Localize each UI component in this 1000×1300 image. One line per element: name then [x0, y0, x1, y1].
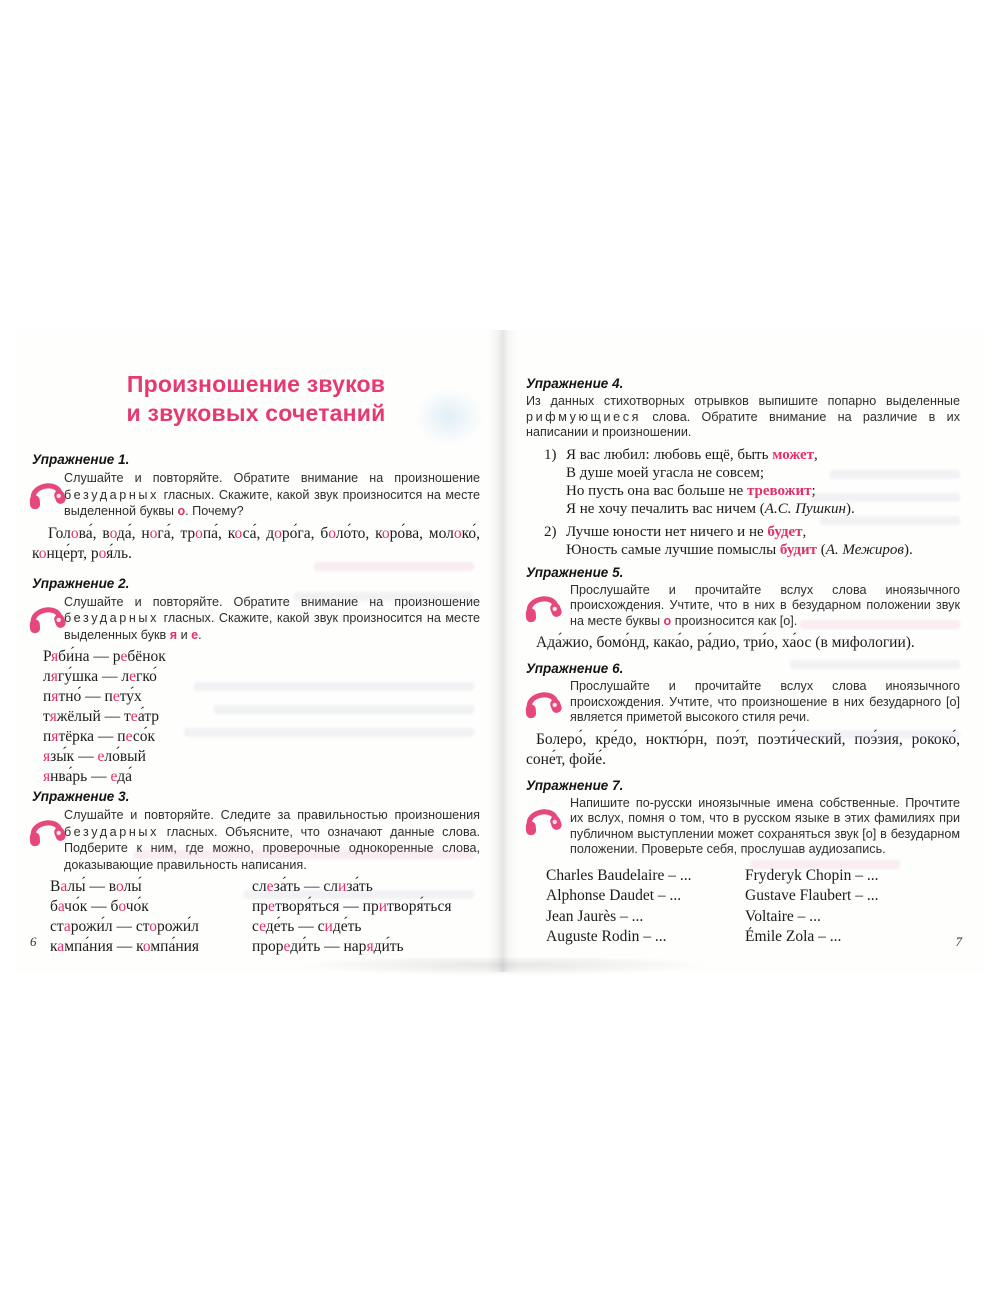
highlighted-letter: я — [51, 648, 59, 665]
author-attribution: А.С. Пушкин — [764, 500, 846, 517]
poem-line: Но пусть она вас больше не тревожит; — [566, 482, 816, 499]
poem-line: Я не хочу печалить вас ничем (А.С. Пушкин). — [566, 500, 855, 517]
highlighted-letter: я — [49, 708, 57, 725]
poem-number: 1) — [544, 446, 557, 463]
letterspaced-word: безударных — [64, 487, 159, 502]
highlighted-letter: е — [125, 728, 133, 745]
exercise-2-pairs — [43, 647, 480, 787]
highlighted-letter: может — [772, 446, 815, 463]
book-spread — [14, 330, 986, 972]
exercise-5 — [526, 565, 960, 654]
exercise-1-word-list: Голова́, вода́, нога́, тропа́, коса́, доро́га, боло́то, коро́ва, молоко́, конце́рт, роя́ль. — [32, 524, 481, 562]
name-item: Charles Baudelaire – ... — [546, 866, 692, 884]
highlighted-letter: е — [130, 708, 138, 725]
word-pair: старожи́л — сторожи́л — [50, 918, 199, 935]
word-pair: лягу́шка — легко́ — [43, 668, 157, 685]
highlighted-letter: тревожит — [746, 482, 812, 499]
exercise-3 — [32, 789, 480, 957]
letterspaced-word: безударных — [64, 611, 159, 625]
exercise-7 — [526, 778, 960, 948]
author-attribution: А. Межиров — [825, 541, 904, 558]
exercise-4-instruction: Из данных стихотворных отрывков выпишите попарно выделенные рифмующиеся слова. Обратите внимание на различие в их написании и произношении. — [526, 394, 960, 439]
word-pair: кампа́ния — компа́ния — [50, 938, 200, 955]
highlighted-letter: о — [149, 524, 158, 542]
poem-excerpt-2 — [526, 523, 960, 559]
highlighted-letter: будит — [779, 541, 817, 558]
word-pair: пятно́ — пету́х — [43, 688, 142, 705]
highlighted-letter: я — [50, 668, 58, 685]
exercise-5-label: Упражнение 5. — [526, 564, 624, 580]
word-pair: язы́к — ело́вый — [43, 748, 146, 765]
exercise-2-label: Упражнение 2. — [32, 575, 130, 591]
poem-line: Я вас любил: любовь ещё, быть может, — [566, 446, 818, 463]
exercise-7-label: Упражнение 7. — [526, 777, 624, 793]
poem-number: 2) — [544, 523, 557, 540]
name-item: Émile Zola – ... — [745, 928, 842, 945]
highlighted-letter: о — [142, 938, 151, 955]
highlighted-letter: я — [51, 728, 59, 745]
name-item: Voltaire – ... — [745, 907, 821, 925]
exercise-6 — [526, 661, 960, 770]
chapter-title-line2: и звуковых сочетаний — [126, 400, 386, 426]
word-pair: янва́рь — еда́ — [43, 768, 132, 785]
highlighted-letter: е — [259, 918, 266, 935]
highlighted-letter: о — [453, 524, 462, 542]
exercise-4 — [526, 376, 960, 559]
highlighted-letter: е — [266, 878, 274, 895]
word-pair: Валы́ — волы́ — [50, 878, 142, 895]
exercise-6-word-list: Болеро́, кре́до, ноктю́рн, поэ́т, поэти́ческий, поэ́зия, рококо́, соне́т, фойе́. — [526, 730, 960, 768]
word-pair: тяжёлый — теа́тр — [43, 708, 160, 725]
word-pair: пятёрка — песо́к — [43, 728, 155, 745]
highlighted-letter: е — [129, 668, 136, 685]
word-pair: претворя́ться — притворя́ться — [252, 898, 452, 915]
headphones-icon — [518, 678, 565, 725]
highlighted-letter: о — [381, 524, 390, 542]
name-item: Jean Jaurès – ... — [546, 907, 644, 925]
poem-line: В душе моей угасла не совсем; — [566, 464, 765, 481]
ink-stain — [414, 388, 484, 446]
word-pair: бачо́к — бочо́к — [50, 898, 149, 915]
highlighted-letter: я — [43, 768, 51, 785]
highlighted-letter: е — [110, 768, 118, 785]
highlighted-letter: о — [177, 504, 186, 518]
left-page — [14, 330, 500, 972]
word-pair: слеза́ть — слиза́ть — [252, 878, 373, 895]
exercise-5-instruction: Прослушайте и прочитайте вслух слова иноязычного происхождения. Учтите, что в них в безударном положении звук на месте буквы о произносится как [о]. — [570, 582, 960, 628]
highlighted-letter: я — [366, 938, 374, 955]
highlighted-letter: о — [234, 524, 243, 542]
highlighted-letter: будет — [767, 523, 803, 540]
highlighted-letter: о — [274, 524, 282, 542]
highlighted-letter: а — [57, 938, 65, 955]
highlighted-letter: о — [116, 878, 124, 895]
exercise-2-instruction: Слушайте и повторяйте. Обратите внимание на произношение безударных гласных. Скажите, какой звук произносится на месте выделенных букв я и е. — [64, 594, 480, 642]
name-item: Auguste Rodin – ... — [546, 928, 667, 945]
highlighted-letter: а — [60, 878, 68, 895]
highlighted-letter: о — [38, 544, 47, 562]
highlighted-letter: е — [120, 648, 128, 665]
highlighted-letter: е — [268, 898, 275, 915]
highlighted-letter: о — [663, 613, 672, 628]
highlighted-letter: о — [149, 918, 158, 935]
exercise-3-instruction: Слушайте и повторяйте. Следите за правильностью произношения безударных гласных. Объясните, что означают данные слова. Подберите к ним, где можно, проверочные однокоренные слова, доказывающие правильность написания. — [64, 808, 480, 872]
chapter-title-line1: Произношение звуков — [126, 371, 386, 397]
poem-excerpt-1 — [526, 446, 960, 518]
exercise-2 — [32, 576, 480, 788]
headphones-icon — [518, 582, 565, 629]
word-pair: седе́ть — сиде́ть — [252, 918, 362, 935]
exercise-7-instruction: Напишите по-русски иноязычные имена собственные. Прочтите их вслух, помня о том, что в русском языке в этих фамилиях при публичном выступлении может сохраняться звук [о] в безударном положении. Проверьте себя, прослушав аудиозапись. — [570, 795, 960, 856]
highlighted-letter: я — [51, 688, 59, 705]
highlighted-letter: и — [378, 898, 387, 915]
headphones-icon — [22, 469, 69, 516]
name-item: Gustave Flaubert – ... — [745, 887, 879, 904]
highlighted-letter: и — [324, 918, 333, 935]
headphones-icon — [22, 593, 69, 640]
highlighted-letter: е — [191, 627, 199, 642]
letterspaced-word: рифмующиеся — [526, 409, 642, 424]
exercise-3-pairs — [32, 877, 480, 957]
exercise-7-names — [546, 866, 960, 948]
exercise-1-instruction: Слушайте и повторяйте. Обратите внимание на произношение безударных гласных. Скажите, какой звук произносится на месте выделенной буквы о. Почему? — [64, 471, 480, 518]
exercise-1 — [32, 452, 480, 564]
headphones-icon — [22, 806, 69, 853]
headphones-icon — [518, 795, 565, 842]
chapter-title — [32, 370, 480, 428]
highlighted-letter: я — [169, 627, 178, 642]
highlighted-letter: и — [338, 878, 347, 895]
poem-line: Юность самые лучшие помыслы будит (А. Межиров). — [566, 541, 913, 558]
poem-line: Лучше юности нет ничего и не будет, — [566, 523, 807, 540]
letterspaced-word: безударных — [64, 824, 159, 839]
page-number-right: 7 — [955, 934, 962, 949]
word-pair: прореди́ть — наряди́ть — [252, 938, 404, 955]
exercise-5-word-list: Ада́жио, бомо́нд, кака́о, ра́дио, три́о, ха́ос (в мифологии). — [536, 634, 915, 651]
word-pair: Ряби́на — ребёнок — [43, 648, 166, 665]
exercise-6-instruction: Прослушайте и прочитайте вслух слова иноязычного происхождения. Учтите, что произношение в них безударного [о] является приметой высокого стиля речи. — [570, 679, 960, 724]
highlighted-letter: о — [109, 524, 117, 542]
name-item: Alphonse Daudet – ... — [546, 887, 682, 904]
highlighted-letter: я — [43, 748, 51, 765]
highlighted-letter: а — [63, 918, 71, 935]
exercise-1-label: Упражнение 1. — [32, 452, 130, 467]
highlighted-letter: е — [97, 748, 105, 765]
highlighted-letter: о — [328, 524, 336, 542]
highlighted-letter: о — [195, 524, 203, 542]
highlighted-letter: е — [112, 688, 120, 705]
page-number-left: 6 — [30, 934, 37, 949]
exercise-3-label: Упражнение 3. — [32, 789, 130, 804]
exercise-4-label: Упражнение 4. — [526, 376, 624, 391]
name-item: Fryderyk Chopin – ... — [745, 866, 879, 884]
highlighted-letter: е — [283, 938, 291, 955]
highlighted-letter: о — [70, 524, 79, 542]
highlighted-letter: о — [118, 898, 126, 915]
highlighted-letter: а — [57, 898, 65, 915]
highlighted-letter: о — [98, 544, 107, 562]
exercise-6-label: Упражнение 6. — [526, 661, 624, 676]
right-page — [500, 330, 986, 972]
